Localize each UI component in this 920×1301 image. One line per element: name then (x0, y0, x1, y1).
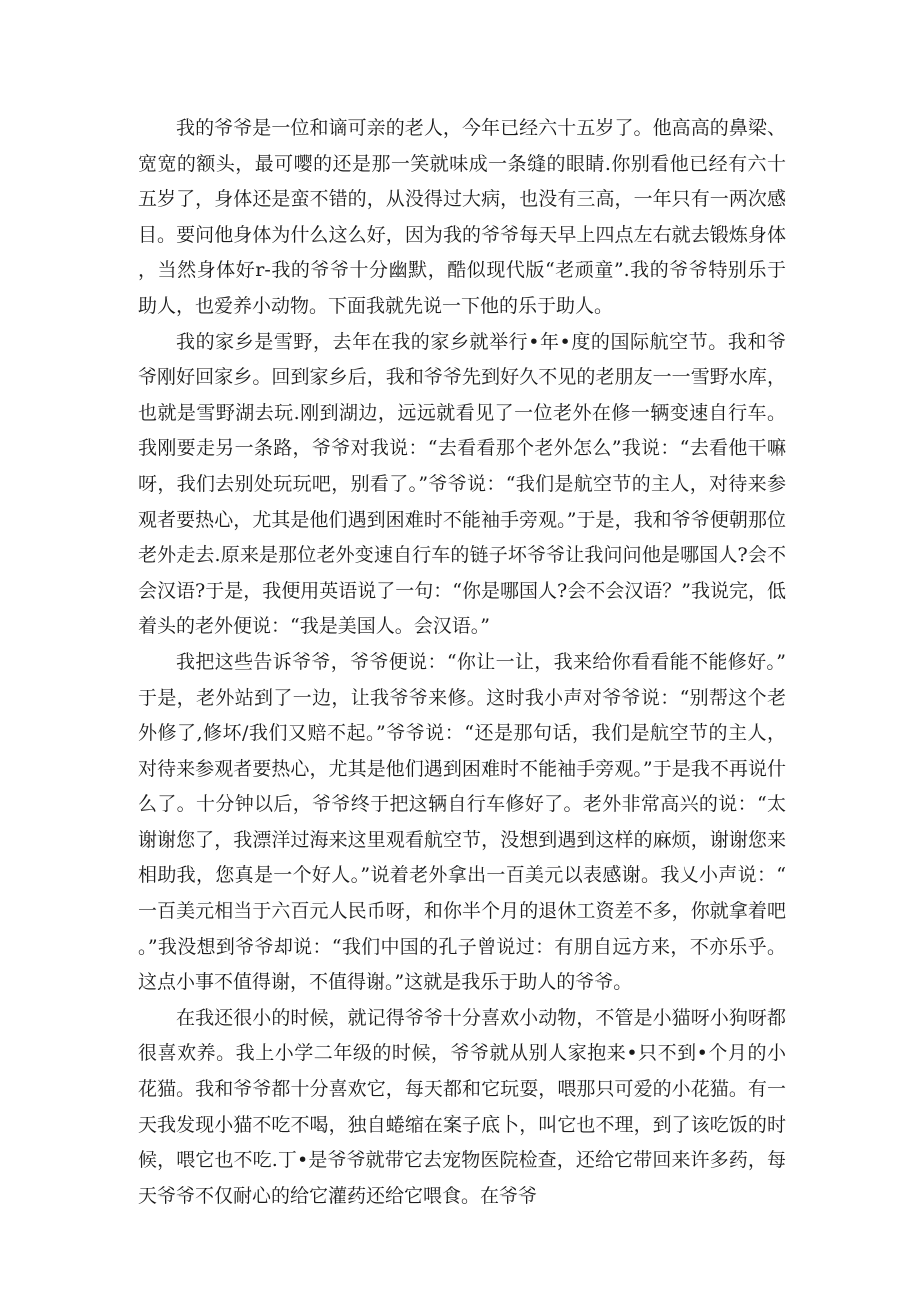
paragraph-bike-repair: 我把这些告诉爷爷，爷爷便说：“你让一让，我来给你看看能不能修好。”于是，老外站到了一边，让我爷爷来修。这时我小声对爷爷说：“别帮这个老外修了,修坏/我们又赔不起。”爷爷说：“还是那句话，我们是航空节的主人，对待来参观者要热心，尤其是他们遇到困难时不能袖手旁观。”于是我不再说什么了。十分钟以后，爷爷终于把这辆自行车修好了。老外非常高兴的说：“太谢谢您了，我漂洋过海来这里观看航空节，没想到遇到这样的麻烦，谢谢您来相助我，您真是一个好人。”说着老外拿出一百美元以表感谢。我乂小声说：“一百美元相当于六百元人民币呀，和你半个月的退休工资差不多，你就拿着吧。”我没想到爷爷却说：“我们中国的孔子曾说过：有朋自远方来，不亦乐乎。这点小事不值得谢，不值得谢。”这就是我乐于助人的爷爷。 (138, 650, 786, 994)
paragraph-hometown-air-festival: 我的家乡是雪野，去年在我的家乡就举行•年•度的国际航空节。我和爷爷刚好回家乡。回到家乡后，我和爷爷先到好久不见的老朋友一一雪野水库，也就是雪野湖去玩.刚到湖边，远远就看见了一位老外在修一辆变速自行车。我刚要走另一条路，爷爷对我说：“去看看那个老外怎么”我说：“去看他干嘛呀，我们去别处玩玩吧，别看了。”爷爷说：“我们是航空节的主人，对待来参观者要热心，尤其是他们遇到困难时不能袖手旁观。”于是，我和爷爷便朝那位老外走去.原来是那位老外变速自行车的链子坏爷爷让我问问他是哪国人?会不会汉语?于是，我便用英语说了一句：“你是哪国人?会不会汉语？”我说完，低着头的老外便说：“我是美国人。会汉语。” (138, 330, 786, 638)
paragraph-grandpa-intro: 我的爷爷是一位和谪可亲的老人，今年已经六十五岁了。他高高的鼻梁、宽宽的额头，最可嘤的还是那一笑就味成一条缝的眼睛.你别看他已经有六十五岁了，身体还是蛮不错的，从没得过大病，也没有三高，一年只有一两次感目。要问他身体为什么这么好，因为我的爷爷每天早上四点左右就去锻炼身体，当然身体好r-我的爷爷十分幽默，酷似现代版“老顽童”.我的爷爷特别乐于助人，也爱养小动物。下面我就先说一下他的乐于助人。 (138, 117, 786, 317)
document-body (138, 111, 786, 1214)
paragraph-kitten: 在我还很小的时候，就记得爷爷十分喜欢小动物，不管是小猫呀小狗呀都很喜欢养。我上小学二年级的时候，爷爷就从别人家抱来•只不到•个月的小花猫。我和爷爷都十分喜欢它，每天都和它玩耍，喂那只可爱的小花猫。有一天我发现小猫不吃不喝，独自蜷缩在案子底卜，叫它也不理，到了该吃饭的时候，喂它也不吃.丁•是爷爷就带它去宠物医院检查，还给它带回来许多药，每天爷爷不仅耐心的给它灌药还给它喂食。在爷爷 (138, 1006, 786, 1207)
